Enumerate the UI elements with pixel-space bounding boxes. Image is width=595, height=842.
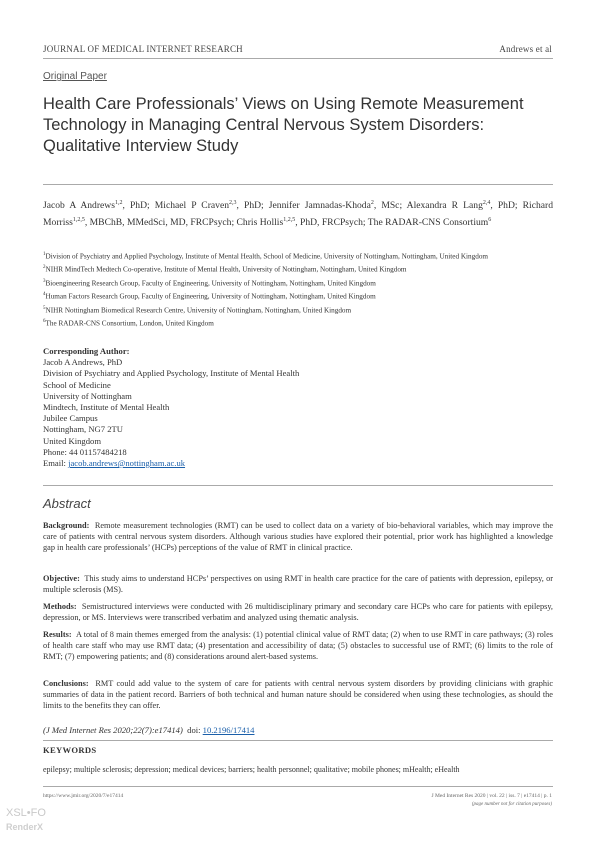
author-list <box>43 196 553 230</box>
corr-line: University of Nottingham <box>43 390 132 401</box>
renderx-watermark: RenderX <box>6 822 44 832</box>
corr-line: School of Medicine <box>43 379 111 390</box>
doi-link[interactable]: 10.2196/17414 <box>202 725 255 735</box>
affiliation: $^6$The RADAR-CNS Consortium, London, United Kingdom <box>43 318 214 328</box>
corr-line: United Kingdom <box>43 435 102 446</box>
corr-line: Jacob A Andrews, PhD <box>43 357 123 368</box>
title-divider <box>43 184 553 185</box>
journal-name: JOURNAL OF MEDICAL INTERNET RESEARCH <box>43 44 243 54</box>
author: Jacob A Andrews$^{1,2}$, PhD; <box>43 200 155 212</box>
abstract-heading: Abstract <box>43 496 91 511</box>
affiliation: $^5$NIHR Nottingham Biomedical Research Centre, University of Nottingham, Nottingham, United Kingdom <box>43 305 352 314</box>
author: Michael P Craven$^{2,3}$, PhD; <box>154 200 269 212</box>
header-divider <box>43 58 553 59</box>
keywords-list: epilepsy; multiple sclerosis; depression; medical devices; barriers; health personnel; qualitative; mobile phones; mHealth; eHealth <box>43 765 460 774</box>
author: Jennifer Jamnadas-Khoda$^2$, MSc; <box>268 200 407 212</box>
abstract-divider-top <box>43 485 553 486</box>
xslfo-watermark: XSL•FO <box>6 807 46 819</box>
corr-line: Mindtech, Institute of Mental Health <box>43 402 170 413</box>
citation: (J Med Internet Res 2020;22(7):e17414) doi: 10.2196/17414 <box>43 725 255 735</box>
author: Richard Morriss$^{1,2,5}$, MBChB, MMedSci, MD, FRCPsych; <box>43 200 554 229</box>
author: The RADAR-CNS Consortium$^6$ <box>367 217 492 229</box>
email-link[interactable]: jacob.andrews@nottingham.ac.uk <box>68 458 186 469</box>
abstract-results: Results: A total of 8 main themes emerged from the analysis: (1) potential clinical value of RMT data; (2) when to use RMT in care pathways; (3) roles of health care staff who may use RMT data; (4) presentation and accessibility of data; (5) obstacles to successful use of RMT; (6) limits to the role of RMT; (7) empowering patients; and (8) considerations around alert-based systems. <box>43 630 553 661</box>
keywords-heading: KEYWORDS <box>43 745 97 755</box>
keywords-divider <box>43 740 553 741</box>
page-title: Health Care Professionals’ Views on Using Remote Measurement Technology in Managing Central Nervous System Disorders: Qualitative Interview Study <box>43 95 524 155</box>
corr-line: Jubilee Campus <box>43 413 98 424</box>
footer-url[interactable]: https://www.jmir.org/2020/7/e17414 <box>43 793 124 799</box>
running-author: Andrews et al <box>499 44 552 54</box>
affiliation: $^1$Division of Psychiatry and Applied Psychology, Institute of Mental Health, School of Medicine, University of Nottingham, Nottingham, United Kingdom <box>43 252 489 261</box>
corr-line: Division of Psychiatry and Applied Psychology, Institute of Mental Health <box>43 368 300 379</box>
affiliation: $^3$Bioengineering Research Group, Faculty of Engineering, University of Nottingham, Nottingham, United Kingdom <box>43 278 376 288</box>
corr-line: Nottingham, NG7 2TU <box>43 424 123 435</box>
abstract-objective: Objective: This study aims to understand HCPs’ perspectives on using RMT in health care practice for the care of patients with depression, epilepsy, or multiple sclerosis (MS). <box>43 574 553 594</box>
abstract-background: Background: Remote measurement technologies (RMT) can be used to collect data on a variety of bio-behavioral variables, which may improve the care of patients with central nervous system disorders. Although various studies have explored their potential, prior work has highlighted a knowledge gap in health care professionals’ (HCPs) perceptions of the value of RMT in clinical practice. <box>43 521 554 552</box>
affiliation: $^2$NIHR MindTech Medtech Co-operative, Institute of Mental Health, University of Nottingham, Nottingham, United Kingdom <box>43 265 407 274</box>
abstract-conclusions: Conclusions: RMT could add value to the system of care for patients with central nervous system disorders by providing clinicians with graphic summaries of data in the patient record. Barriers of both technical and human nature should be considered when using these technologies, as should the limits to the benefits they can offer. <box>43 679 553 710</box>
article-type: Original Paper <box>43 71 107 82</box>
corr-line: Phone: 44 01157484218 <box>43 446 127 457</box>
abstract-methods: Methods: Semistructured interviews were conducted with 26 multidisciplinary primary and secondary care HCPs who care for patients with epilepsy, depression, or MS. Interviews were transcribed verbatim and analyzed using thematic analysis. <box>43 602 554 622</box>
footer-journal-ref: J Med Internet Res 2020 | vol. 22 | iss. 7 | e17414 | p. 1 <box>431 793 552 799</box>
author: Chris Hollis$^{1,2,5}$, PhD, FRCPsych; <box>236 217 368 229</box>
author: Alexandra R Lang$^{2,4}$, PhD; <box>406 200 523 212</box>
affiliation: $^4$Human Factors Research Group, Faculty of Engineering, University of Nottingham, Nottingham, United Kingdom <box>43 292 376 301</box>
affiliation-list <box>43 249 553 329</box>
corresponding-author-label: Corresponding Author: <box>43 346 130 356</box>
corresponding-author <box>43 346 553 469</box>
email-line: Email: jacob.andrews@nottingham.ac.uk <box>43 458 186 469</box>
footer-note: (page number not for citation purposes) <box>471 802 552 807</box>
footer-divider <box>43 786 553 787</box>
